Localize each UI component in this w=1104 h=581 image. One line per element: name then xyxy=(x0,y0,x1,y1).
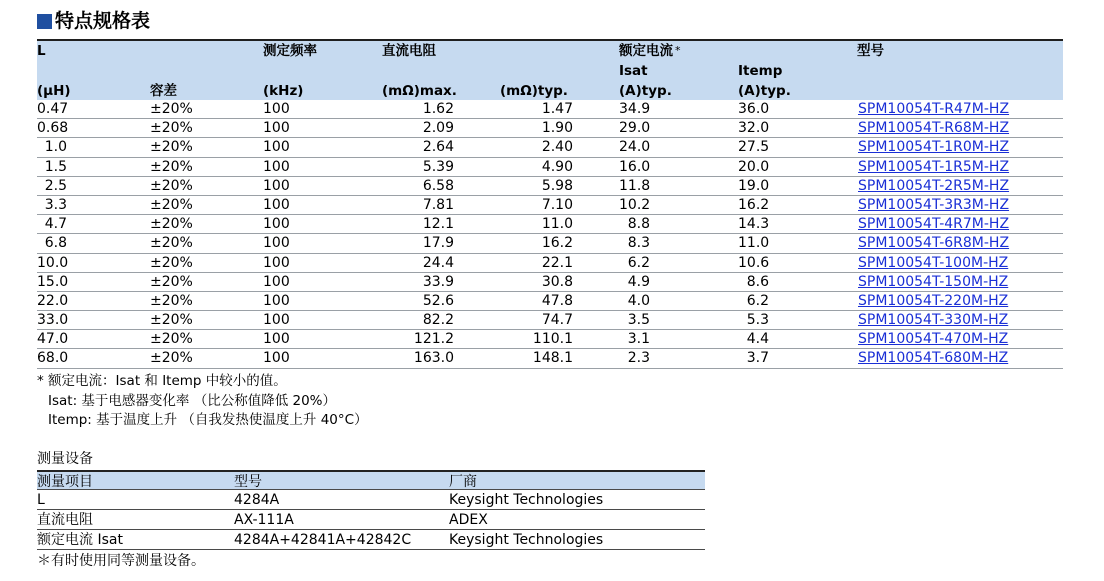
equipment-table xyxy=(37,470,705,550)
cell-isat: 29.0 xyxy=(619,120,651,137)
equipment-row xyxy=(37,530,705,550)
cell-tolerance: ±20% xyxy=(150,216,193,233)
eq-header-maker: 厂商 xyxy=(449,474,477,490)
cell-tolerance: ±20% xyxy=(150,331,193,348)
cell-dcr-max: 52.6 xyxy=(422,292,454,309)
eq-cell-model: AX-111A xyxy=(234,512,294,528)
cell-dcr-max: 121.2 xyxy=(413,331,454,348)
equipment-row xyxy=(37,490,705,510)
part-number-link[interactable]: SPM10054T-100M-HZ xyxy=(858,254,1009,271)
cell-dcr-max: 12.1 xyxy=(422,216,454,233)
part-number-link[interactable]: SPM10054T-3R3M-HZ xyxy=(858,196,1010,213)
cell-dcr-typ: 1.90 xyxy=(541,120,573,137)
cell-tolerance: ±20% xyxy=(150,254,193,271)
eq-cell-maker: ADEX xyxy=(449,512,488,528)
cell-dcr-typ: 2.40 xyxy=(541,139,573,156)
cell-tolerance: ±20% xyxy=(150,292,193,309)
header-freq-unit: (kHz) xyxy=(263,83,304,99)
cell-dcr-typ: 30.8 xyxy=(541,273,573,290)
spec-table-body xyxy=(37,100,1063,369)
section-title xyxy=(37,9,150,33)
eq-cell-item: 直流电阻 xyxy=(37,512,93,528)
header-itemp-unit: (A)typ. xyxy=(738,83,791,99)
part-number-link[interactable]: SPM10054T-1R5M-HZ xyxy=(858,158,1010,175)
cell-dcr-max: 1.62 xyxy=(422,101,454,117)
cell-isat: 3.1 xyxy=(627,331,650,348)
equipment-body xyxy=(37,490,705,550)
cell-l: 1.5 xyxy=(44,158,67,175)
cell-l: 10.0 xyxy=(37,254,69,271)
note-itemp: Itemp: 基于温度上升 （自我发热使温度上升 40°C） xyxy=(48,412,368,428)
cell-dcr-typ: 110.1 xyxy=(532,331,573,348)
cell-itemp: 16.2 xyxy=(738,196,770,213)
spec-row xyxy=(37,196,1063,215)
part-number-link[interactable]: SPM10054T-1R0M-HZ xyxy=(858,139,1010,156)
section-title-text: 特点规格表 xyxy=(55,10,151,32)
spec-table xyxy=(37,39,1063,369)
cell-itemp: 4.4 xyxy=(746,331,769,348)
header-rated xyxy=(619,43,681,59)
equipment-header-row xyxy=(37,470,705,490)
cell-freq: 100 xyxy=(263,350,290,367)
cell-itemp: 19.0 xyxy=(738,177,770,194)
spec-row xyxy=(37,254,1063,273)
cell-l: 4.7 xyxy=(44,216,67,233)
cell-l: 0.68 xyxy=(37,120,69,137)
cell-freq: 100 xyxy=(263,312,290,329)
cell-part xyxy=(858,274,1008,291)
cell-part xyxy=(858,101,1009,118)
part-number-link[interactable]: SPM10054T-330M-HZ xyxy=(858,312,1009,329)
cell-freq: 100 xyxy=(263,196,290,213)
cell-dcr-typ: 11.0 xyxy=(541,216,573,233)
cell-isat: 4.9 xyxy=(627,273,650,290)
cell-freq: 100 xyxy=(263,292,290,309)
cell-dcr-max: 7.81 xyxy=(422,196,454,213)
cell-isat: 16.0 xyxy=(619,158,651,175)
cell-isat: 8.3 xyxy=(627,235,650,252)
cell-tolerance: ±20% xyxy=(150,235,193,252)
cell-isat: 8.8 xyxy=(627,216,650,233)
cell-dcr-typ: 7.10 xyxy=(541,196,573,213)
cell-dcr-max: 17.9 xyxy=(422,235,454,252)
cell-part xyxy=(858,255,1008,272)
cell-part xyxy=(858,159,1009,176)
header-itemp: Itemp xyxy=(738,63,783,79)
header-rated-text: 额定电流 xyxy=(619,43,673,59)
cell-part xyxy=(858,139,1009,156)
cell-freq: 100 xyxy=(263,235,290,252)
cell-dcr-max: 33.9 xyxy=(422,273,454,290)
cell-l: 0.47 xyxy=(37,101,69,117)
header-rated-mark: * xyxy=(675,44,681,57)
note-isat: Isat: 基于电感器变化率 （比公称值降低 20%） xyxy=(48,392,337,409)
cell-dcr-typ: 47.8 xyxy=(541,292,573,309)
cell-l: 68.0 xyxy=(37,350,69,367)
cell-l: 1.0 xyxy=(44,139,67,156)
header-dcr-typ: (mΩ)typ. xyxy=(500,83,568,99)
cell-dcr-max: 82.2 xyxy=(422,312,454,329)
equipment-footnote: ＊有时使用同等测量设备。 xyxy=(37,553,205,569)
equipment-section xyxy=(37,449,705,570)
notes xyxy=(37,372,368,431)
cell-part xyxy=(858,331,1008,348)
spec-row xyxy=(37,330,1063,349)
spec-row xyxy=(37,119,1063,138)
note-rated: * 额定电流：Isat 和 Itemp 中较小的值。 xyxy=(37,373,287,389)
equipment-title: 测量设备 xyxy=(37,451,93,467)
cell-l: 15.0 xyxy=(37,273,69,290)
cell-freq: 100 xyxy=(263,273,290,290)
cell-freq: 100 xyxy=(263,331,290,348)
cell-part xyxy=(858,293,1008,310)
cell-isat: 2.3 xyxy=(627,350,650,367)
cell-tolerance: ±20% xyxy=(150,312,193,329)
spec-table-header xyxy=(37,39,1063,100)
cell-isat: 3.5 xyxy=(627,312,650,329)
part-number-link[interactable]: SPM10054T-150M-HZ xyxy=(858,273,1009,290)
header-tolerance: 容差 xyxy=(150,83,177,99)
cell-freq: 100 xyxy=(263,120,290,137)
cell-part xyxy=(858,312,1008,329)
cell-l: 6.8 xyxy=(44,235,67,252)
cell-tolerance: ±20% xyxy=(150,177,193,194)
cell-isat: 4.0 xyxy=(627,292,650,309)
cell-tolerance: ±20% xyxy=(150,120,193,137)
part-number-link[interactable]: SPM10054T-6R8M-HZ xyxy=(858,235,1010,252)
header-l-unit: (μH) xyxy=(37,83,71,99)
cell-freq: 100 xyxy=(263,216,290,233)
title-square-icon xyxy=(37,14,52,29)
cell-dcr-max: 163.0 xyxy=(413,350,454,367)
spec-row xyxy=(37,177,1063,196)
cell-tolerance: ±20% xyxy=(150,101,193,117)
cell-dcr-max: 2.09 xyxy=(422,120,454,137)
cell-part xyxy=(858,350,1008,367)
part-number-link[interactable]: SPM10054T-4R7M-HZ xyxy=(858,216,1010,233)
cell-isat: 6.2 xyxy=(627,254,650,271)
cell-freq: 100 xyxy=(263,158,290,175)
cell-dcr-typ: 148.1 xyxy=(532,350,573,367)
cell-isat: 24.0 xyxy=(619,139,651,156)
eq-cell-maker: Keysight Technologies xyxy=(449,492,604,508)
header-dcr: 直流电阻 xyxy=(382,43,436,59)
cell-itemp: 10.6 xyxy=(738,254,770,271)
cell-l: 3.3 xyxy=(44,196,67,213)
cell-dcr-max: 5.39 xyxy=(422,158,454,175)
cell-tolerance: ±20% xyxy=(150,350,193,367)
part-number-link[interactable]: SPM10054T-R68M-HZ xyxy=(858,120,1010,137)
eq-cell-model: 4284A+42841A+42842C xyxy=(234,532,412,548)
spec-row xyxy=(37,215,1063,234)
cell-itemp: 14.3 xyxy=(738,216,770,233)
cell-freq: 100 xyxy=(263,101,290,117)
cell-dcr-max: 2.64 xyxy=(422,139,454,156)
spec-row xyxy=(37,234,1063,253)
cell-part xyxy=(858,197,1009,214)
cell-isat: 10.2 xyxy=(619,196,651,213)
cell-l: 2.5 xyxy=(44,177,67,194)
cell-tolerance: ±20% xyxy=(150,273,193,290)
eq-cell-model: 4284A xyxy=(234,492,280,508)
cell-itemp: 27.5 xyxy=(738,139,770,156)
cell-freq: 100 xyxy=(263,177,290,194)
cell-tolerance: ±20% xyxy=(150,139,193,156)
cell-tolerance: ±20% xyxy=(150,196,193,213)
cell-tolerance: ±20% xyxy=(150,158,193,175)
cell-l: 22.0 xyxy=(37,292,69,309)
header-l: L xyxy=(37,43,46,59)
spec-row xyxy=(37,158,1063,177)
spec-row xyxy=(37,311,1063,330)
eq-cell-maker: Keysight Technologies xyxy=(449,532,604,548)
cell-dcr-typ: 4.90 xyxy=(541,158,573,175)
cell-part xyxy=(858,216,1009,233)
cell-isat: 11.8 xyxy=(619,177,651,194)
cell-l: 47.0 xyxy=(37,331,69,348)
part-number-link[interactable]: SPM10054T-470M-HZ xyxy=(858,331,1009,348)
cell-dcr-max: 24.4 xyxy=(422,254,454,271)
spec-row xyxy=(37,100,1063,119)
header-part: 型号 xyxy=(857,43,884,59)
part-number-link[interactable]: SPM10054T-220M-HZ xyxy=(858,292,1009,309)
cell-dcr-typ: 5.98 xyxy=(541,177,573,194)
cell-dcr-typ: 1.47 xyxy=(541,101,573,117)
header-dcr-max: (mΩ)max. xyxy=(382,83,457,99)
cell-isat: 34.9 xyxy=(619,101,651,117)
cell-itemp: 36.0 xyxy=(738,101,770,117)
cell-part xyxy=(858,120,1009,137)
spec-row xyxy=(37,292,1063,311)
cell-part xyxy=(858,178,1009,195)
header-isat-unit: (A)typ. xyxy=(619,83,672,99)
cell-dcr-typ: 16.2 xyxy=(541,235,573,252)
spec-row xyxy=(37,138,1063,157)
cell-itemp: 5.3 xyxy=(746,312,769,329)
cell-dcr-max: 6.58 xyxy=(422,177,454,194)
cell-l: 33.0 xyxy=(37,312,69,329)
spec-row xyxy=(37,273,1063,292)
eq-header-model: 型号 xyxy=(234,474,262,490)
cell-freq: 100 xyxy=(263,139,290,156)
cell-itemp: 32.0 xyxy=(738,120,770,137)
cell-itemp: 11.0 xyxy=(738,235,770,252)
cell-dcr-typ: 22.1 xyxy=(541,254,573,271)
cell-itemp: 8.6 xyxy=(746,273,769,290)
part-number-link[interactable]: SPM10054T-R47M-HZ xyxy=(858,101,1010,117)
cell-itemp: 3.7 xyxy=(746,350,769,367)
part-number-link[interactable]: SPM10054T-680M-HZ xyxy=(858,350,1009,367)
equipment-row xyxy=(37,510,705,530)
spec-row xyxy=(37,349,1063,368)
header-freq: 测定频率 xyxy=(263,43,317,59)
cell-itemp: 6.2 xyxy=(746,292,769,309)
cell-part xyxy=(858,235,1009,252)
eq-header-item: 测量项目 xyxy=(37,474,93,490)
cell-freq: 100 xyxy=(263,254,290,271)
eq-cell-item: 额定电流 Isat xyxy=(37,532,123,548)
cell-dcr-typ: 74.7 xyxy=(541,312,573,329)
header-isat: Isat xyxy=(619,63,648,79)
cell-itemp: 20.0 xyxy=(738,158,770,175)
eq-cell-item: L xyxy=(37,492,45,508)
part-number-link[interactable]: SPM10054T-2R5M-HZ xyxy=(858,177,1010,194)
